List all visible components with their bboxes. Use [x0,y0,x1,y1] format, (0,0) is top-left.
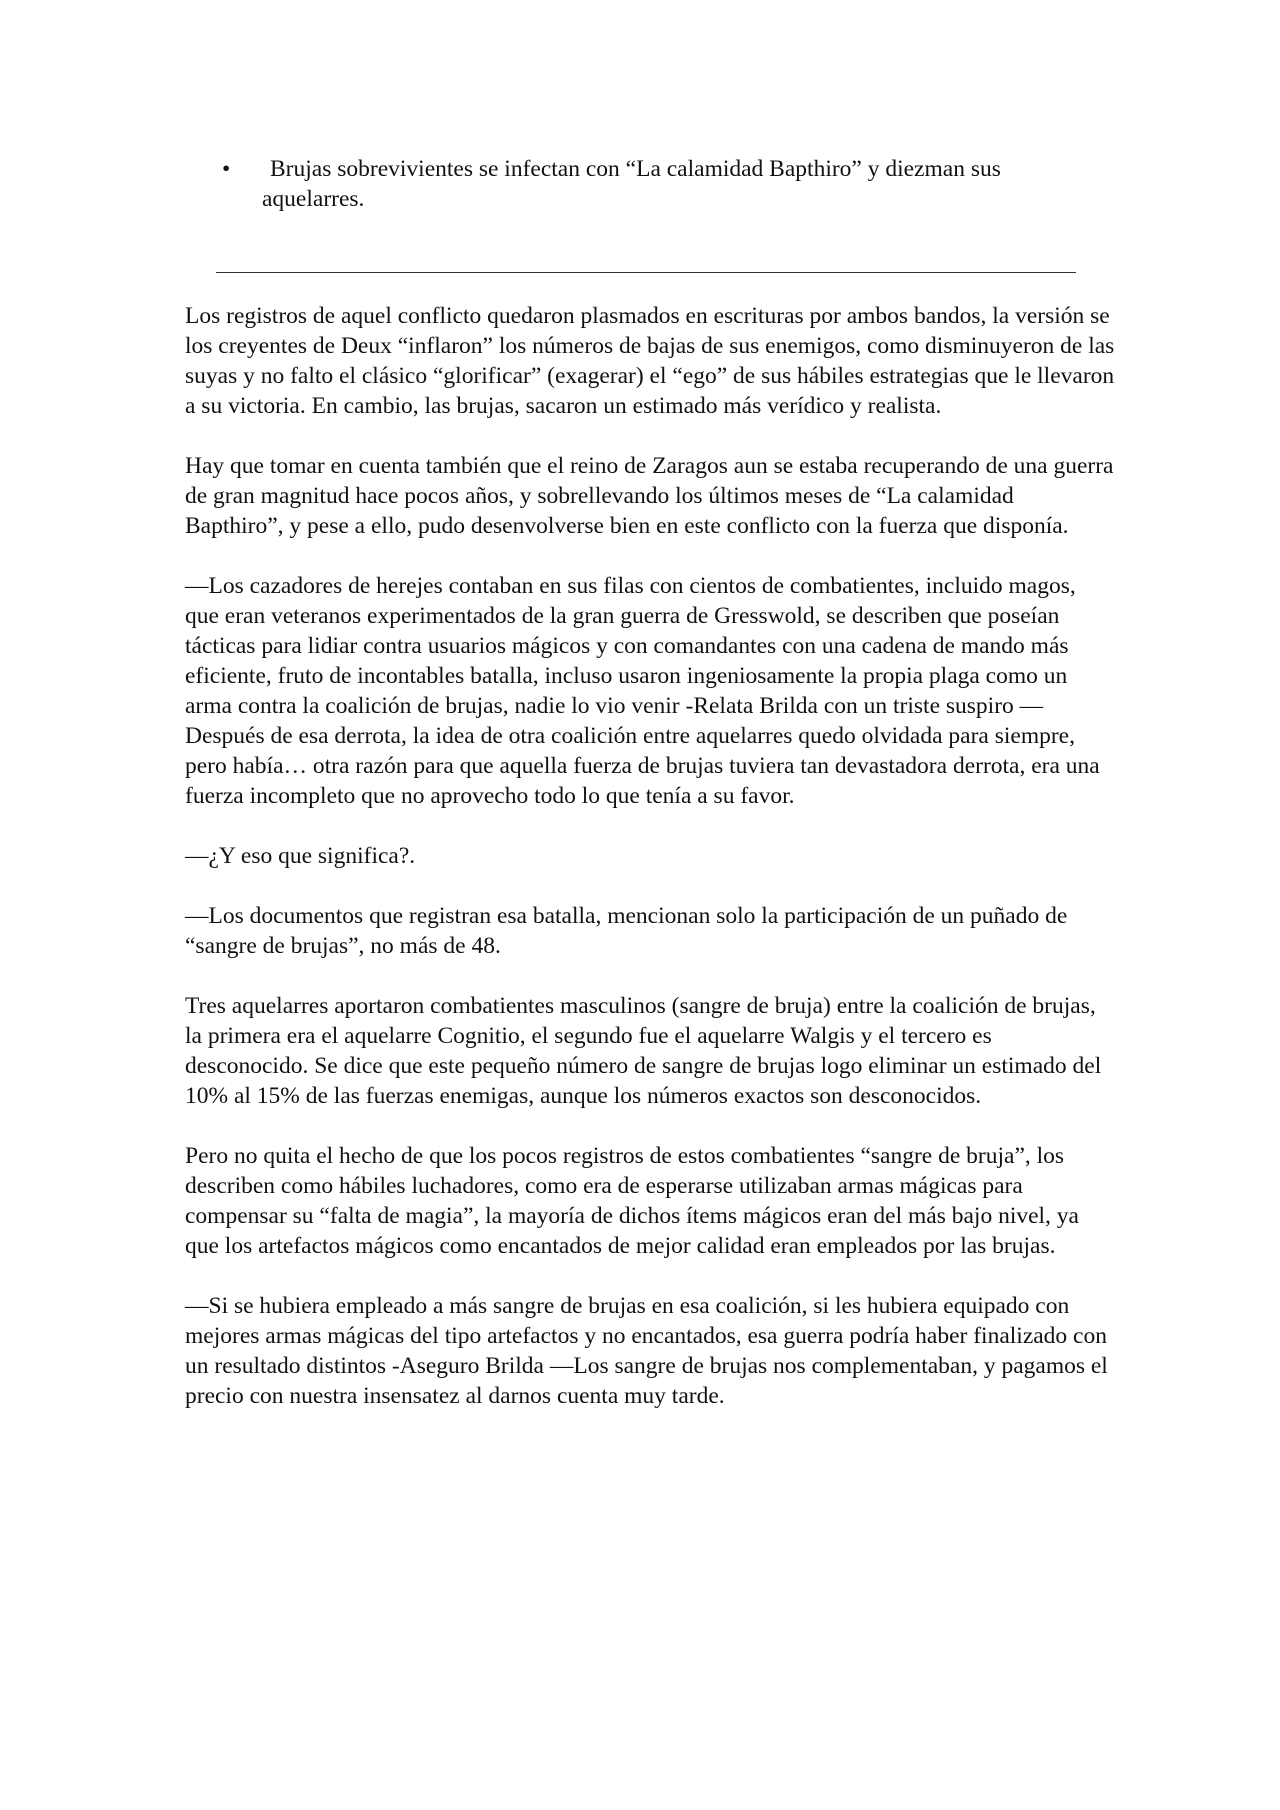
paragraph: Los registros de aquel conflicto quedaron plasmados en escrituras por ambos bandos, la versión se los creyentes de Deux “inflaron” los números de bajas de sus enemigos, como disminuyeron de las suyas y no falto el clásico “glorificar” (exagerar) el “ego” de sus hábiles estrategias que le llevaron a su victoria. En cambio, las brujas, sacaron un estimado más verídico y realista. [185,303,1115,419]
paragraph: Tres aquelarres aportaron combatientes masculinos (sangre de bruja) entre la coalición de brujas, la primera era el aquelarre Cognitio, el segundo fue el aquelarre Walgis y el tercero es desconocido. Se dice que este pequeño número de sangre de brujas logo eliminar un estimado del 10% al 15% de las fuerzas enemigas, aunque los números exactos son desconocidos. [185,993,1102,1109]
bullet-marker: • [222,156,231,182]
paragraph: —Los documentos que registran esa batalla, mencionan solo la participación de un puñado de “sangre de brujas”, no más de 48. [185,903,1068,959]
body-text [185,301,1115,1441]
paragraph: —Los cazadores de herejes contaban en sus filas con cientos de combatientes, incluido magos, que eran veteranos experimentados de la gran guerra de Gresswold, se describen que poseían tácticas para lidiar contra usuarios mágicos y con comandantes con una cadena de mando más eficiente, fruto de incontables batalla, incluso usaron ingeniosamente la propia plaga como un arma contra la coalición de brujas, nadie lo vio venir -Relata Brilda con un triste suspiro —Después de esa derrota, la idea de otra coalición entre aquelarres quedo olvidada para siempre, pero había… otra razón para que aquella fuerza de brujas tuviera tan devastadora derrota, era una fuerza incompleto que no aprovecho todo lo que tenía a su favor. [185,573,1100,809]
horizontal-rule [216,272,1076,273]
paragraph: Pero no quita el hecho de que los pocos registros de estos combatientes “sangre de bruja”, los describen como hábiles luchadores, como era de esperarse utilizaban armas mágicas para compensar su “falta de magia”, la mayoría de dichos ítems mágicos eran del más bajo nivel, ya que los artefactos mágicos como encantados de mejor calidad eran empleados por las brujas. [185,1143,1079,1259]
paragraph: —Si se hubiera empleado a más sangre de brujas en esa coalición, si les hubiera equipado con mejores armas mágicas del tipo artefactos y no encantados, esa guerra podría haber finalizado con un resultado distintos -Aseguro Brilda —Los sangre de brujas nos complementaban, y pagamos el precio con nuestra insensatez al darnos cuenta muy tarde. [185,1293,1108,1409]
paragraph: —¿Y eso que significa?. [185,843,416,869]
paragraph: Hay que tomar en cuenta también que el reino de Zaragos aun se estaba recuperando de una guerra de gran magnitud hace pocos años, y sobrellevando los últimos meses de “La calamidad Bapthiro”, y pese a ello, pudo desenvolverse bien en este conflicto con la fuerza que disponía. [185,453,1114,539]
bullet-text: Brujas sobrevivientes se infectan con “La calamidad Bapthiro” y diezman sus aquelarres. [262,156,1001,212]
